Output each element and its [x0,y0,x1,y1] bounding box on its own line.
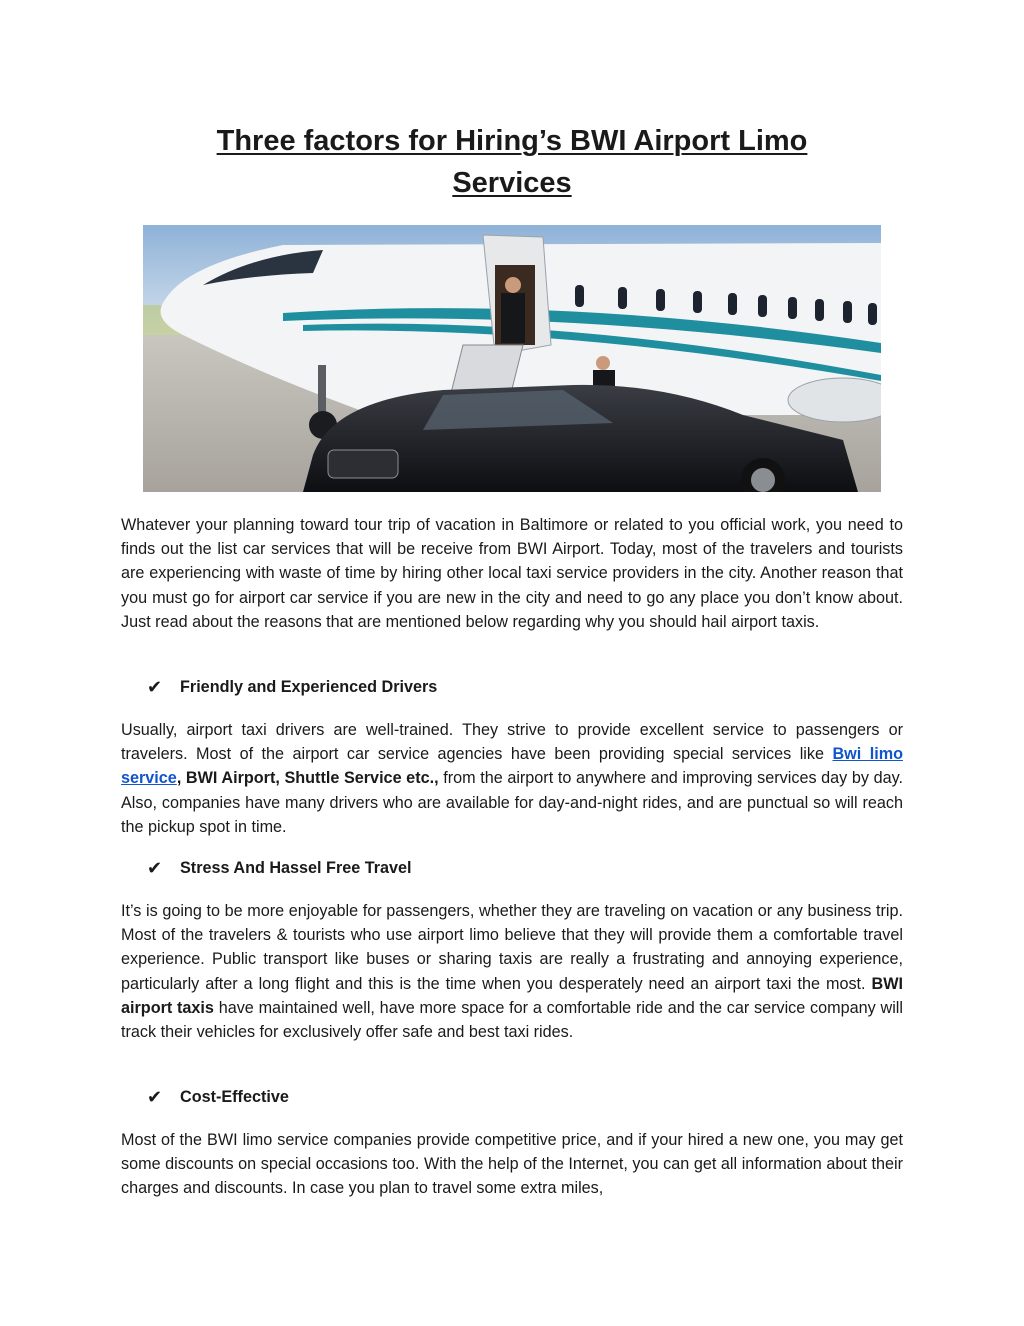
friendly-drivers-paragraph [121,718,903,839]
title-line-2: Services [452,167,572,199]
title-line-1: Three factors for Hiring’s BWI Airport Limo [216,125,808,157]
page-title [120,120,904,204]
section-heading-label: Stress And Hassel Free Travel [180,859,412,877]
paragraph-text: from the airport to anywhere and improving services day by day. Also, companies have many drivers who are available for day-and-night rides, and are punctual so will reach the pickup spot in time. [121,769,903,836]
cost-effective-paragraph: Most of the BWI limo service companies provide competitive price, and if your hired a new one, you may get some discounts on special occasions too. With the help of the Internet, you can get all information about their charges and discounts. In case you plan to travel some extra miles, [121,1131,903,1198]
section-heading-friendly-drivers [147,675,437,699]
check-icon: ✔ [147,858,163,878]
stress-free-paragraph [121,899,903,1044]
paragraph-text: have maintained well, have more space for a comfortable ride and the car service company will track their vehicles for exclusively offer safe and best taxi rides. [121,998,903,1042]
intro-paragraph: Whatever your planning toward tour trip of vacation in Baltimore or related to you official work, you need to finds out the list car services that will be receive from BWI Airport. Today, most of the travelers and tourists are experiencing with waste of time by hiring other local taxi service providers in the city. Another reason that you must go for airport car service if you are new in the city and need to go any place you don’t know about. Just read about the reasons that are mentioned below regarding why you should hail airport taxis. [121,516,903,631]
section-heading-stress-free [147,856,412,880]
check-icon: ✔ [147,1087,163,1107]
paragraph-text: Usually, airport taxi drivers are well-trained. They strive to provide excellent service to passengers or travelers. Most of the airport car service agencies have been providing special services like [121,721,903,764]
check-icon: ✔ [147,677,163,697]
section-heading-label: Friendly and Experienced Drivers [180,678,438,696]
bold-services-text: , BWI Airport, Shuttle Service etc., [176,769,439,788]
section-heading-label: Cost-Effective [180,1088,289,1106]
section-heading-cost-effective [147,1085,289,1109]
bold-bwi-airport-taxis: BWI airport taxis [121,974,903,1017]
hero-image [143,225,881,492]
paragraph-text: It’s is going to be more enjoyable for passengers, whether they are traveling on vacation or any business trip. Most of the travelers & tourists who use airport limo believe that they will provide them a comfortable travel experience. Public transport like buses or sharing taxis are really a frustrating and annoying experience, particularly after a long flight and this is the time when you desperately need an airport taxi the most. [121,902,903,993]
bwi-limo-service-link[interactable]: Bwi limo service [121,745,903,788]
